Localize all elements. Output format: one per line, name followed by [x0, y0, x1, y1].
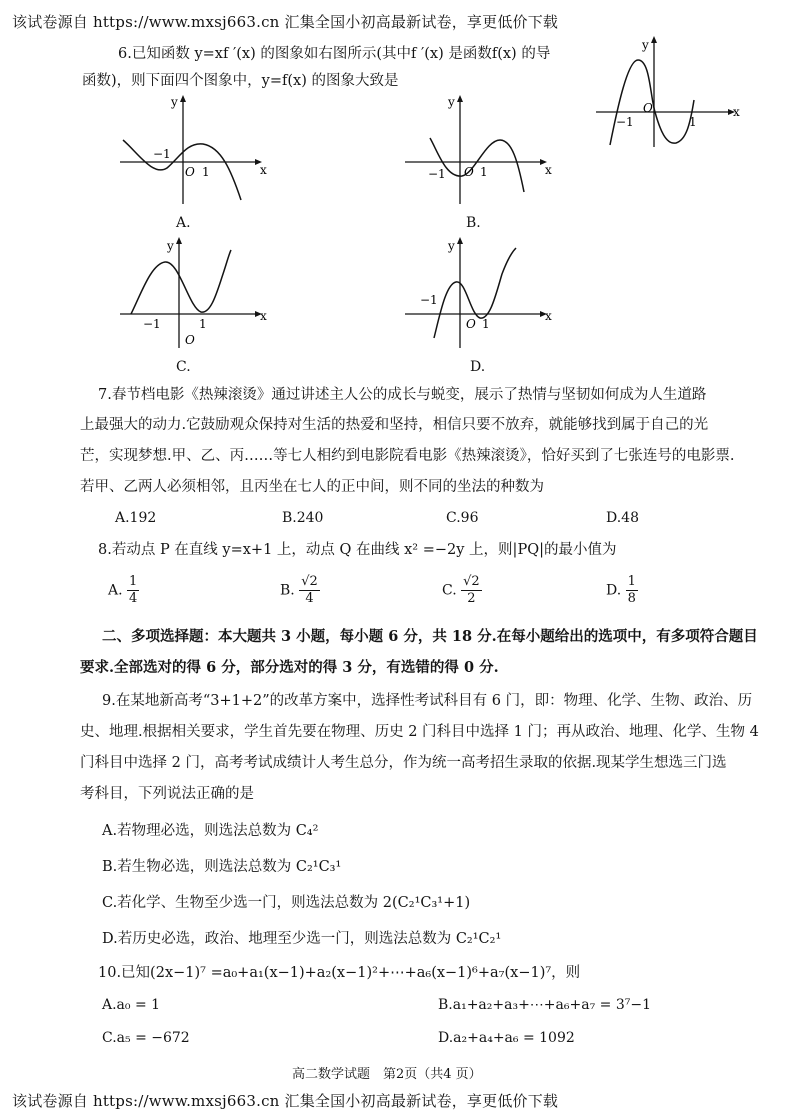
q7-option-b: B.240 — [282, 510, 324, 526]
graph-b-origin: O — [464, 165, 474, 179]
graph-d-neg-one: −1 — [420, 293, 438, 307]
q8-c-den: 2 — [467, 591, 476, 606]
graph-c-label: C. — [176, 359, 191, 375]
q8-option-b-fraction — [299, 574, 320, 607]
q10-option-b: B.a₁+a₂+a₃+⋯+a₆+a₇ = 3⁷−1 — [438, 997, 651, 1013]
q8-option-c — [442, 574, 482, 607]
q9-option-b: B.若生物必选，则选法总数为 C₂¹C₃¹ — [102, 859, 342, 875]
q8-option-d-fraction — [626, 574, 638, 607]
q9-line-4: 考科目，下列说法正确的是 — [80, 786, 254, 802]
q8-a-num: 1 — [129, 574, 138, 589]
q8-option-b-label: B. — [280, 582, 295, 599]
ref-y-label: y — [642, 38, 649, 52]
graph-b-x-label: x — [545, 163, 552, 177]
graph-a-label: A. — [176, 215, 191, 231]
graph-b-label: B. — [466, 215, 481, 231]
q7-line-4: 若甲、乙两人必须相邻，且丙坐在七人的正中间，则不同的坐法的种数为 — [80, 479, 544, 495]
q8-stem: 8.若动点 P 在直线 y=x+1 上，动点 Q 在曲线 x² =−2y 上，则|PQ|的最小值为 — [98, 542, 617, 558]
graph-reference — [588, 35, 748, 155]
source-banner-top: 该试卷源自 https://www.mxsj663.cn 汇集全国小初高最新试卷，享更低价下载 — [12, 13, 559, 31]
graph-c-one: 1 — [199, 317, 207, 331]
q10-option-d: D.a₂+a₄+a₆ = 1092 — [438, 1030, 575, 1046]
q7-line-1: 7.春节档电影《热辣滚烫》通过讲述主人公的成长与蜕变，展示了热情与坚韧如何成为人生道路 — [98, 387, 707, 403]
q10-option-a: A.a₀ = 1 — [102, 997, 161, 1013]
q8-option-d-label: D. — [606, 582, 622, 599]
q7-option-a: A.192 — [115, 510, 157, 526]
graph-c — [115, 234, 275, 354]
q10-option-c: C.a₅ = −672 — [102, 1030, 190, 1046]
ref-neg-one: −1 — [616, 115, 634, 129]
q6-line-1: 6.已知函数 y=xf ′(x) 的图象如右图所示(其中f ′(x) 是函数f(x) 的导 — [118, 46, 551, 62]
q9-option-c: C.若化学、生物至少选一门，则选法总数为 2(C₂¹C₃¹+1) — [102, 895, 471, 911]
section-2-heading-line-2: 要求.全部选对的得 6 分，部分选对的得 3 分，有选错的得 0 分. — [80, 659, 499, 676]
q9-line-2: 史、地理.根据相关要求，学生首先要在物理、历史 2 门科目中选择 1 门；再从政治、地理、化学、生物 4 — [80, 724, 759, 740]
q8-option-a — [108, 574, 139, 607]
q8-a-den: 4 — [129, 591, 138, 606]
graph-c-y-label: y — [167, 239, 174, 253]
q8-option-c-fraction — [461, 574, 482, 607]
section-2-heading-line-1: 二、多项选择题：本大题共 3 小题，每小题 6 分，共 18 分.在每小题给出的选项中，有多项符合题目 — [102, 628, 758, 645]
graph-d-one: 1 — [482, 317, 490, 331]
q9-line-3: 门科目中选择 2 门，高考考试成绩计人考生总分，作为统一高考招生录取的依据.现某学生想选三门选 — [80, 755, 727, 771]
q7-line-2: 上最强大的动力.它鼓励观众保持对生活的热爱和坚持，相信只要不放弃，就能够找到属于自己的光 — [80, 417, 709, 433]
graph-c-x-label: x — [260, 309, 267, 323]
q9-option-d: D.若历史必选，政治、地理至少选一门，则选法总数为 C₂¹C₂¹ — [102, 931, 502, 947]
q8-d-den: 8 — [627, 591, 636, 606]
q7-line-3: 芒，实现梦想.甲、乙、丙……等七人相约到电影院看电影《热辣滚烫》，恰好买到了七张连号的电影票. — [80, 448, 735, 464]
graph-a — [115, 92, 275, 212]
graph-c-neg-one: −1 — [143, 317, 161, 331]
graph-d-label: D. — [470, 359, 486, 375]
graph-a-neg-one: −1 — [153, 147, 171, 161]
q8-b-den: 4 — [305, 591, 314, 606]
q8-option-c-label: C. — [442, 582, 457, 599]
graph-b — [400, 92, 560, 212]
q8-option-d — [606, 574, 638, 607]
graph-d — [400, 234, 560, 354]
q8-option-a-fraction — [127, 574, 139, 607]
graph-b-y-label: y — [448, 95, 455, 109]
q8-option-b — [280, 574, 320, 607]
ref-one: 1 — [689, 115, 697, 129]
q8-c-num: √2 — [463, 574, 480, 589]
q8-option-a-label: A. — [108, 582, 123, 599]
graph-d-x-label: x — [545, 309, 552, 323]
graph-a-y-label: y — [171, 95, 178, 109]
page-footer: 高二数学试题 第2页（共4 页） — [292, 1067, 482, 1082]
graph-b-one: 1 — [480, 165, 488, 179]
q7-option-d: D.48 — [606, 510, 639, 526]
ref-x-label: x — [733, 105, 740, 119]
q10-stem: 10.已知(2x−1)⁷ =a₀+a₁(x−1)+a₂(x−1)²+⋯+a₆(x−1)⁶+a₇(x−1)⁷，则 — [98, 965, 581, 981]
graph-a-one: 1 — [202, 165, 210, 179]
q9-option-a: A.若物理必选，则选法总数为 C₄² — [102, 823, 319, 839]
graph-a-origin: O — [185, 165, 195, 179]
graph-a-x-label: x — [260, 163, 267, 177]
ref-origin: O — [643, 101, 653, 115]
graph-c-origin: O — [185, 333, 195, 347]
q8-b-num: √2 — [301, 574, 318, 589]
graph-d-y-label: y — [448, 239, 455, 253]
q6-line-2: 函数)，则下面四个图象中，y=f(x) 的图象大致是 — [82, 73, 399, 89]
source-banner-bottom: 该试卷源自 https://www.mxsj663.cn 汇集全国小初高最新试卷，享更低价下载 — [12, 1092, 559, 1110]
graph-d-origin: O — [466, 317, 476, 331]
q8-d-num: 1 — [627, 574, 636, 589]
graph-b-neg-one: −1 — [428, 167, 446, 181]
q9-line-1: 9.在某地新高考“3+1+2”的改革方案中，选择性考试科目有 6 门，即：物理、化学、生物、政治、历 — [102, 693, 753, 709]
q7-option-c: C.96 — [446, 510, 479, 526]
